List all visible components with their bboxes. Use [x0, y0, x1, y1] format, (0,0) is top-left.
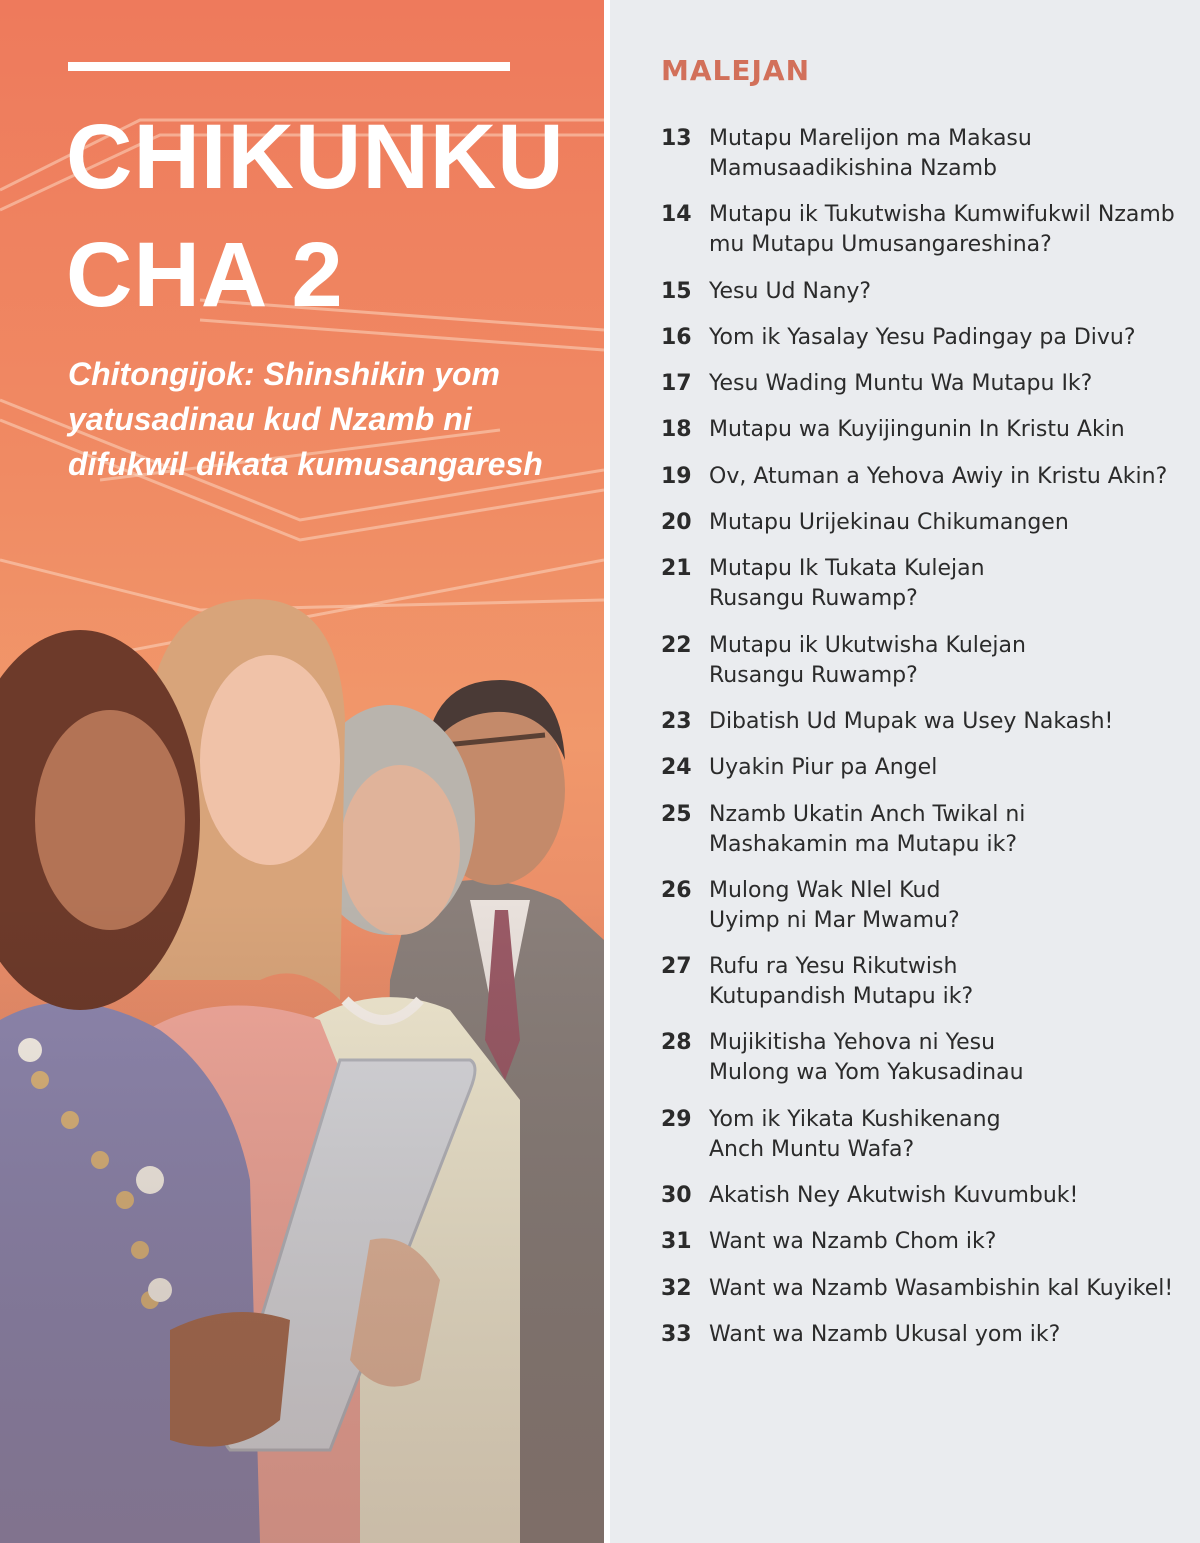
lesson-title: [709, 800, 1181, 860]
lesson-title-line1: Mujikitisha Yehova ni Yesu: [709, 1030, 996, 1056]
lesson-entry: [661, 277, 1181, 307]
lesson-entry: [661, 1028, 1181, 1088]
lesson-title: [709, 876, 1181, 936]
lesson-title: [709, 631, 1181, 691]
chapter-title: [66, 98, 565, 334]
lesson-number: 30: [661, 1183, 692, 1209]
lesson-title-line1: Yom ik Yikata Kushikenang: [709, 1106, 1001, 1132]
lesson-number: 28: [661, 1030, 692, 1056]
lesson-title: [709, 1320, 1181, 1350]
lesson-title: [709, 1028, 1181, 1088]
lesson-title: [709, 415, 1181, 445]
lesson-title-line1: Mutapu wa Kuyijingunin In Kristu Akin: [709, 417, 1125, 443]
lesson-title: [709, 1181, 1181, 1211]
lesson-title-line2: Uyimp ni Mar Mwamu?: [709, 907, 960, 933]
lesson-title-line1: Mulong Wak Nlel Kud: [709, 877, 941, 903]
lesson-title-line1: Dibatish Ud Mupak wa Usey Nakash!: [709, 708, 1114, 734]
lesson-number: 19: [661, 463, 692, 489]
lesson-number: 26: [661, 877, 692, 903]
lesson-title: [709, 1227, 1181, 1257]
lesson-entry: [661, 554, 1181, 614]
lesson-entry: [661, 631, 1181, 691]
lesson-title: [709, 1105, 1181, 1165]
lesson-title-line1: Mutapu ik Tukutwisha Kumwifukwil Nzamb: [709, 202, 1175, 228]
lesson-number: 18: [661, 417, 692, 443]
lesson-entry: [661, 1227, 1181, 1257]
lesson-number: 22: [661, 632, 692, 658]
lesson-entry: [661, 952, 1181, 1012]
lesson-entry: [661, 369, 1181, 399]
lesson-title-line1: Want wa Nzamb Ukusal yom ik?: [709, 1321, 1061, 1347]
lesson-title-line2: Anch Muntu Wafa?: [709, 1136, 915, 1162]
lesson-title-line1: Want wa Nzamb Chom ik?: [709, 1229, 997, 1255]
lesson-title-line1: Yesu Wading Muntu Wa Mutapu Ik?: [709, 371, 1093, 397]
lesson-number: 21: [661, 556, 692, 582]
chapter-subtitle: Chitongijok: Shinshikin yom yatusadinau kud Nzamb ni difukwil dikata kumusangaresh: [68, 356, 543, 482]
lesson-title-line1: Yom ik Yasalay Yesu Padingay pa Divu?: [709, 324, 1136, 350]
lesson-title-line1: Want wa Nzamb Wasambishin kal Kuyikel!: [709, 1275, 1174, 1301]
contents-heading: MALEJAN: [661, 54, 811, 87]
lesson-entry: [661, 1320, 1181, 1350]
lesson-list: [661, 124, 1181, 1366]
lesson-title-line2: Mamusaadikishina Nzamb: [709, 156, 998, 181]
lesson-title-line1: Mutapu Ik Tukata Kulejan: [709, 556, 985, 582]
lesson-entry: [661, 508, 1181, 538]
lesson-title-line1: Nzamb Ukatin Anch Twikal ni: [709, 801, 1026, 827]
lesson-title: [709, 707, 1181, 737]
lesson-entry: [661, 200, 1181, 260]
lesson-title-line2: Kutupandish Mutapu ik?: [709, 984, 974, 1010]
lesson-entry: [661, 1274, 1181, 1304]
lesson-number: 16: [661, 324, 692, 350]
lesson-title-line2: Mulong wa Yom Yakusadinau: [709, 1060, 1024, 1086]
lesson-number: 15: [661, 278, 692, 304]
lesson-title: [709, 508, 1181, 538]
lesson-number: 13: [661, 126, 692, 151]
lesson-number: 27: [661, 954, 692, 980]
lesson-title-line2: Mashakamin ma Mutapu ik?: [709, 831, 1018, 857]
lesson-entry: [661, 323, 1181, 353]
lesson-title: [709, 323, 1181, 353]
lesson-title: [709, 462, 1181, 492]
lesson-title-line1: Ov, Atuman a Yehova Awiy in Kristu Akin?: [709, 463, 1168, 489]
chapter-title-line1: CHIKUNKU: [66, 106, 565, 208]
lesson-title: [709, 200, 1181, 260]
lesson-title-line2: Rusangu Ruwamp?: [709, 662, 918, 688]
lesson-number: 14: [661, 202, 692, 228]
lesson-title: [709, 277, 1181, 307]
lesson-number: 23: [661, 708, 692, 734]
lesson-title: [709, 952, 1181, 1012]
lesson-number: 25: [661, 801, 692, 827]
lesson-title-line1: Uyakin Piur pa Angel: [709, 755, 938, 781]
lesson-number: 20: [661, 510, 692, 536]
lesson-title-line2: mu Mutapu Umusangareshina?: [709, 232, 1052, 258]
lesson-entry: [661, 124, 1181, 184]
lesson-title: [709, 124, 1181, 184]
lesson-entry: [661, 1105, 1181, 1165]
lesson-title-line1: Mutapu Urijekinau Chikumangen: [709, 510, 1069, 536]
lesson-title: [709, 1274, 1181, 1304]
lesson-number: 29: [661, 1106, 692, 1132]
lesson-title-line1: Yesu Ud Nany?: [709, 278, 872, 304]
lesson-number: 33: [661, 1321, 692, 1347]
lesson-title: [709, 369, 1181, 399]
lesson-entry: [661, 707, 1181, 737]
lesson-title-line1: Akatish Ney Akutwish Kuvumbuk!: [709, 1183, 1079, 1209]
lesson-number: 31: [661, 1229, 692, 1255]
title-rule: [68, 62, 510, 71]
lesson-entry: [661, 876, 1181, 936]
lesson-number: 32: [661, 1275, 692, 1301]
lesson-entry: [661, 800, 1181, 860]
lesson-entry: [661, 462, 1181, 492]
lesson-title-line2: Rusangu Ruwamp?: [709, 586, 918, 612]
lesson-title-line1: Mutapu ik Ukutwisha Kulejan: [709, 632, 1026, 658]
lesson-number: 24: [661, 755, 692, 781]
lesson-title-line1: Mutapu Marelijon ma Makasu: [709, 126, 1032, 151]
lesson-entry: [661, 753, 1181, 783]
lesson-title-line1: Rufu ra Yesu Rikutwish: [709, 954, 958, 980]
lesson-title: [709, 554, 1181, 614]
lesson-entry: [661, 1181, 1181, 1211]
chapter-title-line2: CHA 2: [66, 224, 344, 326]
lesson-entry: [661, 415, 1181, 445]
lesson-title: [709, 753, 1181, 783]
lesson-number: 17: [661, 371, 692, 397]
